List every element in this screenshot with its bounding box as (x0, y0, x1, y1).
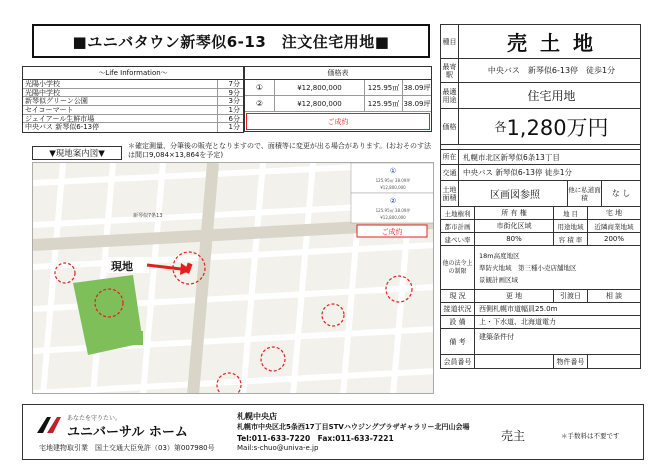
life-info-row: 光陽中学校 9分 (23, 89, 243, 98)
property-type: 売 土 地 (507, 31, 596, 55)
map-graphic (33, 163, 434, 394)
life-info-row: 新琴似グリーン公園 3分 (23, 97, 243, 106)
company-license: 宅地建物取引業 国土交通大臣免許（03）第007980号 (39, 444, 215, 452)
address: 札幌市北区新琴似6条13丁目 (463, 152, 560, 162)
lot-2-price: ¥12,800,000 (380, 215, 406, 220)
lot-2-sub: 125.95㎡ 38.09坪 (375, 208, 411, 213)
lot-1-price: ¥12,800,000 (380, 185, 406, 190)
lot-2-label: ② (389, 197, 397, 205)
life-information-table (22, 66, 244, 133)
nearest-station: 中央バス 新琴似6-13停 徒歩1分 (487, 66, 616, 75)
optimal-use: 住宅用地 (527, 89, 576, 103)
price-row: ② ¥12,800,000 125.95㎡ 38.09坪 (245, 96, 431, 112)
private-road: な し (611, 189, 631, 198)
page-title: ■ユニバタウン新琴似6-13 注文住宅用地■ (32, 24, 430, 58)
company-footer (22, 404, 644, 460)
life-info-row: ジェイアール生鮮市場 6分 (23, 115, 243, 124)
land-area: 区画図参照 (459, 181, 568, 206)
park-small (129, 331, 143, 345)
company-logo-icon (35, 415, 63, 435)
lot-1-label: ① (389, 167, 397, 175)
company-name: ユニバーサル ホーム (67, 425, 188, 440)
measurement-note: ＊確定測量、分筆後の販売となりますので、面積等に変更が出る場合があります。(おおそのす法は間口9,084×13,864を予定) (128, 142, 432, 159)
property-details: 種目 売 土 地 最寄駅 中央バス 新琴似6-13停 徒歩1分 最適用途 住宅用地 価格 各 1,280万円 所在 札幌市北区新琴似6条13丁目 交通 中央バス 新琴似6-13停 徒歩1分 土地面積 区画図参照 他に私道面積 な し 土地権利 所 有 権 地 目 宅 地 都市計画 市街化区域 用途地域 近隣商業地域 建ぺい率 80% 容 積 率 200% 他の法令上の制限 18m高度地区 準防火地域 第三種小売店舗地区 景観計画区域 現 況 更 地 引渡日 相 談 接道状況 西側札幌市道幅員25.0m 設 備 上・下水道、北海道電力 備 考 建築条件付 会員番号 物件番号 (440, 24, 641, 369)
map-guide-label: ▼現地案内図▼ (32, 146, 122, 160)
other-restrictions: 18m高度地区 準防火地域 第三種小売店舗地区 景観計画区域 (479, 251, 577, 284)
price-table-header: 価格表 (245, 67, 431, 80)
lot-1-sub: 125.95㎡ 38.09坪 (375, 178, 411, 183)
office-mail: Mail:s-chuo@univa-e.jp (237, 444, 319, 452)
office-name: 札幌中央店 (237, 412, 277, 421)
company-slogan: あなたを守りたい。 (67, 415, 122, 422)
life-info-row: 光陽小学校 7分 (23, 80, 243, 89)
site-label: 現地 (111, 260, 133, 273)
street-label: 新琴似7条13 (133, 213, 163, 219)
map-sold-label: ご成約 (381, 228, 403, 236)
seller-label: 売主 (501, 429, 526, 443)
office-address: 札幌市中央区北5条西17丁目STVハウジングプラザギャラリー北円山会場 (237, 423, 470, 431)
access: 中央バス 新琴似6-13停 徒歩1分 (463, 168, 573, 177)
fee-note: ＊手数料は不要です (561, 432, 620, 440)
office-tel: Tel:011-633-7220 Fax:011-633-7221 (237, 434, 394, 443)
life-info-row: 中央バス 新琴似6-13停 1分 (23, 123, 243, 132)
price-row: ① ¥12,800,000 125.95㎡ 38.09坪 (245, 80, 431, 96)
price-table (244, 66, 432, 132)
life-info-row: セイコーマート 1分 (23, 106, 243, 115)
location-map (32, 162, 434, 394)
price: 各 1,280万円 (494, 115, 609, 140)
life-info-header: 〜Life Information〜 (23, 67, 243, 80)
sold-badge: ご成約 (246, 113, 430, 130)
